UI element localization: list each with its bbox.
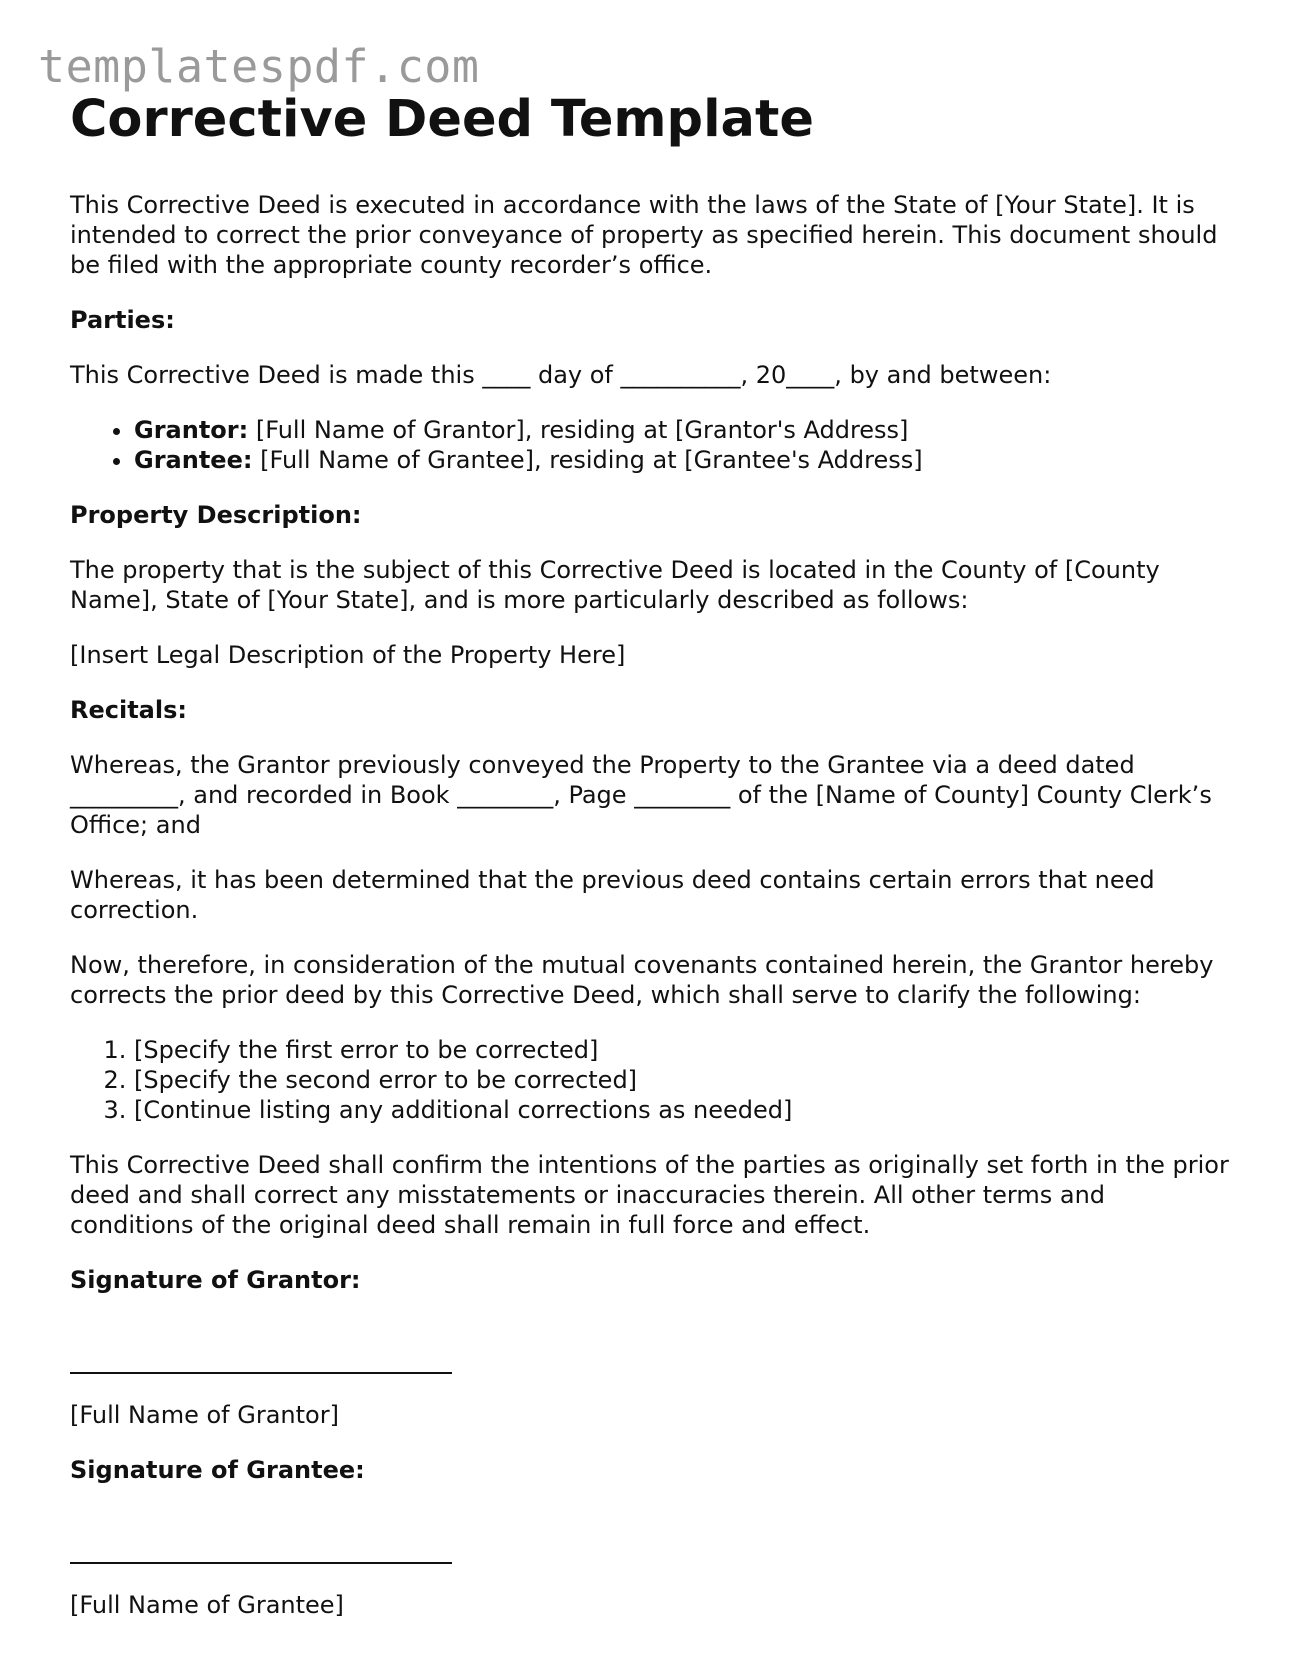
grantee-signature-field[interactable] xyxy=(70,1510,1230,1565)
grantor-signature-line xyxy=(70,1368,452,1374)
made-this-line: This Corrective Deed is made this ____ day of __________, 20____, by and between: xyxy=(70,361,1052,389)
grantor-name-line: [Full Name of Grantor] xyxy=(70,1401,339,1429)
grantor-signature-field[interactable] xyxy=(70,1320,1230,1375)
grantee-name-line: [Full Name of Grantee] xyxy=(70,1591,344,1619)
list-item xyxy=(134,445,1230,475)
corrections-list xyxy=(70,1035,1230,1125)
list-item xyxy=(134,415,1230,445)
watermark: templatespdf.com xyxy=(38,40,480,93)
whereas-paragraph-1: Whereas, the Grantor previously conveyed the Property to the Grantee via a deed dated _________, and recorded in Book ________, Page ________ of the [Name of County] County Clerk’s Office; and xyxy=(70,751,1212,839)
grantee-label: Grantee: xyxy=(134,446,253,474)
grantor-text: [Full Name of Grantor], residing at [Grantor's Address] xyxy=(248,416,909,444)
legal-description: [Insert Legal Description of the Property Here] xyxy=(70,641,626,669)
list-item: 1. [Specify the first error to be corrected] xyxy=(134,1035,1230,1065)
property-heading: Property Description: xyxy=(70,501,362,529)
now-therefore-paragraph: Now, therefore, in consideration of the mutual covenants contained herein, the Grantor hereby corrects the prior deed by this Corrective Deed, which shall serve to clarify the following: xyxy=(70,951,1214,1009)
grantee-signature-line xyxy=(70,1558,452,1564)
grantee-text: [Full Name of Grantee], residing at [Grantee's Address] xyxy=(252,446,923,474)
grantor-signature-heading: Signature of Grantor: xyxy=(70,1266,361,1294)
page-title: Corrective Deed Template xyxy=(70,90,814,149)
document-body xyxy=(70,88,1230,1645)
list-item: 3. [Continue listing any additional corrections as needed] xyxy=(134,1095,1230,1125)
parties-list xyxy=(70,415,1230,475)
parties-heading: Parties: xyxy=(70,306,175,334)
confirm-paragraph: This Corrective Deed shall confirm the intentions of the parties as originally set forth in the prior deed and shall correct any misstatements or inaccuracies therein. All other terms and conditions of the original deed shall remain in full force and effect. xyxy=(70,1151,1229,1239)
grantee-signature-heading: Signature of Grantee: xyxy=(70,1456,365,1484)
property-paragraph: The property that is the subject of this Corrective Deed is located in the County of [County Name], State of [Your State], and is more particularly described as follows: xyxy=(70,556,1160,614)
grantor-label: Grantor: xyxy=(134,416,249,444)
intro-paragraph: This Corrective Deed is executed in accordance with the laws of the State of [Your State]. It is intended to correct the prior conveyance of property as specified herein. This document should be filed with the appropriate county recorder’s office. xyxy=(70,191,1218,279)
list-item: 2. [Specify the second error to be corrected] xyxy=(134,1065,1230,1095)
whereas-paragraph-2: Whereas, it has been determined that the previous deed contains certain errors that need correction. xyxy=(70,866,1155,924)
recitals-heading: Recitals: xyxy=(70,696,187,724)
